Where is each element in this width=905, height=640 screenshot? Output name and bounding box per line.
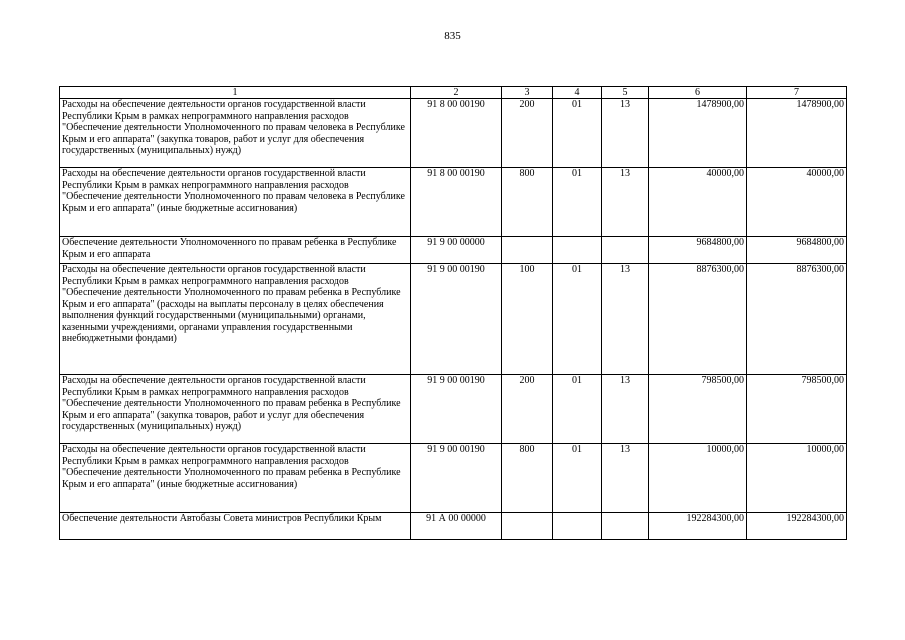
table-row xyxy=(60,513,847,540)
row-code: 91 9 00 00190 xyxy=(411,444,502,513)
header-col-1: 1 xyxy=(60,87,411,99)
row-col-3: 200 xyxy=(502,375,553,444)
row-code: 91 9 00 00190 xyxy=(411,375,502,444)
row-col-5 xyxy=(602,513,649,540)
header-col-5: 5 xyxy=(602,87,649,99)
row-col-3: 100 xyxy=(502,264,553,375)
table-row xyxy=(60,264,847,375)
row-amount-6: 798500,00 xyxy=(649,375,747,444)
row-amount-6: 8876300,00 xyxy=(649,264,747,375)
table-row xyxy=(60,375,847,444)
row-code: 91 8 00 00190 xyxy=(411,99,502,168)
table-row xyxy=(60,444,847,513)
page-number: 835 xyxy=(444,30,461,42)
row-amount-6: 10000,00 xyxy=(649,444,747,513)
row-col-4 xyxy=(553,237,602,264)
row-col-5: 13 xyxy=(602,99,649,168)
row-code: 91 А 00 00000 xyxy=(411,513,502,540)
table-row xyxy=(60,99,847,168)
header-col-6: 6 xyxy=(649,87,747,99)
row-col-4: 01 xyxy=(553,264,602,375)
row-amount-7: 192284300,00 xyxy=(747,513,847,540)
row-amount-6: 192284300,00 xyxy=(649,513,747,540)
row-code: 91 9 00 00190 xyxy=(411,264,502,375)
row-description: Обеспечение деятельности Автобазы Совета министров Республики Крым xyxy=(60,513,411,540)
row-code: 91 8 00 00190 xyxy=(411,168,502,237)
row-col-4 xyxy=(553,513,602,540)
row-col-3 xyxy=(502,237,553,264)
header-col-3: 3 xyxy=(502,87,553,99)
row-description: Расходы на обеспечение деятельности органов государственной власти Республики Крым в рамках непрограммного направления расходов "Обеспечение деятельности Уполномоченного по правам ребенка в Республике Крым и его аппарата" (закупка товаров, работ и услуг для обеспечения государственных (муниципальных) нужд) xyxy=(60,375,411,444)
header-col-2: 2 xyxy=(411,87,502,99)
budget-table xyxy=(59,86,847,540)
header-row xyxy=(60,87,847,99)
table-row xyxy=(60,168,847,237)
table-row xyxy=(60,237,847,264)
row-col-5: 13 xyxy=(602,375,649,444)
row-col-3: 800 xyxy=(502,168,553,237)
row-amount-7: 10000,00 xyxy=(747,444,847,513)
row-description: Расходы на обеспечение деятельности органов государственной власти Республики Крым в рамках непрограммного направления расходов "Обеспечение деятельности Уполномоченного по правам ребенка в Республике Крым и его аппарата" (иные бюджетные ассигнования) xyxy=(60,444,411,513)
row-amount-7: 9684800,00 xyxy=(747,237,847,264)
header-col-7: 7 xyxy=(747,87,847,99)
row-amount-6: 40000,00 xyxy=(649,168,747,237)
row-code: 91 9 00 00000 xyxy=(411,237,502,264)
row-amount-7: 40000,00 xyxy=(747,168,847,237)
row-col-3 xyxy=(502,513,553,540)
row-col-4: 01 xyxy=(553,99,602,168)
row-col-4: 01 xyxy=(553,444,602,513)
row-amount-7: 8876300,00 xyxy=(747,264,847,375)
row-col-4: 01 xyxy=(553,168,602,237)
row-col-4: 01 xyxy=(553,375,602,444)
row-amount-6: 1478900,00 xyxy=(649,99,747,168)
row-col-5: 13 xyxy=(602,264,649,375)
row-amount-7: 798500,00 xyxy=(747,375,847,444)
row-description: Обеспечение деятельности Уполномоченного по правам ребенка в Республике Крым и его аппарата xyxy=(60,237,411,264)
header-col-4: 4 xyxy=(553,87,602,99)
row-col-3: 800 xyxy=(502,444,553,513)
row-col-5: 13 xyxy=(602,168,649,237)
row-amount-7: 1478900,00 xyxy=(747,99,847,168)
row-description: Расходы на обеспечение деятельности органов государственной власти Республики Крым в рамках непрограммного направления расходов "Обеспечение деятельности Уполномоченного по правам человека в Республике Крым и его аппарата" (закупка товаров, работ и услуг для обеспечения государственных (муниципальных) нужд) xyxy=(60,99,411,168)
row-amount-6: 9684800,00 xyxy=(649,237,747,264)
row-description: Расходы на обеспечение деятельности органов государственной власти Республики Крым в рамках непрограммного направления расходов "Обеспечение деятельности Уполномоченного по правам человека в Республике Крым и его аппарата" (иные бюджетные ассигнования) xyxy=(60,168,411,237)
row-col-5: 13 xyxy=(602,444,649,513)
row-col-5 xyxy=(602,237,649,264)
row-description: Расходы на обеспечение деятельности органов государственной власти Республики Крым в рамках непрограммного направления расходов "Обеспечение деятельности Уполномоченного по правам ребенка в Республике Крым и его аппарата" (расходы на выплаты персоналу в целях обеспечения выполнения функций государственными (муниципальными) органами, казенными учреждениями, органами управления государственными внебюджетными фондами) xyxy=(60,264,411,375)
row-col-3: 200 xyxy=(502,99,553,168)
